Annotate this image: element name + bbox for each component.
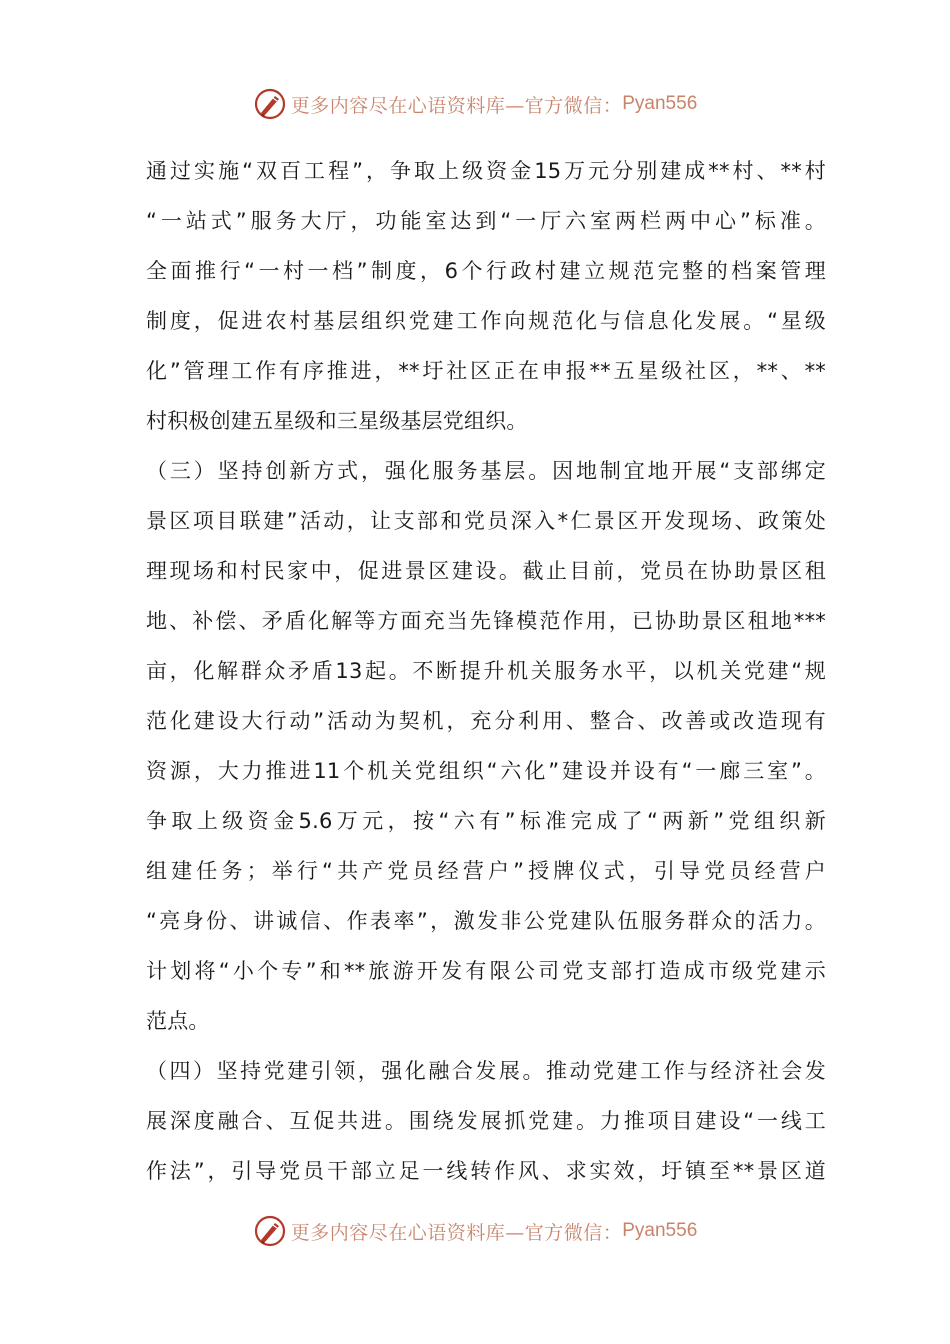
footer-banner-text: 更多内容尽在心语资料库—官方微信：: [290, 1221, 623, 1244]
text-line: 通过实施“双百工程”，争取上级资金15万元分别建成**村、**村: [146, 159, 826, 183]
text-line: 全面推行“一村一档”制度，6个行政村建立规范完整的档案管理: [146, 259, 826, 283]
text-line: “亮身份、讲诚信、作表率”，激发非公党建队伍服务群众的活力。: [146, 909, 826, 933]
footer-watermark-banner: [0, 1211, 950, 1251]
text-line: （四）坚持党建引领，强化融合发展。推动党建工作与经济社会发: [146, 1059, 826, 1083]
text-line: 作法”，引导党员干部立足一线转作风、求实效，圩镇至**景区道: [146, 1159, 826, 1183]
text-line: 制度，促进农村基层组织党建工作向规范化与信息化发展。“星级: [146, 309, 826, 333]
text-line: 计划将“小个专”和**旅游开发有限公司党支部打造成市级党建示: [146, 959, 826, 983]
body-text: [146, 146, 826, 1196]
text-line: “一站式”服务大厅，功能室达到“一厅六室两栏两中心”标准。: [146, 209, 826, 233]
footer-wechat-id: Pyan556: [622, 1220, 698, 1241]
text-line: 展深度融合、互促共进。围绕发展抓党建。力推项目建设“一线工: [146, 1109, 826, 1133]
text-line: 村积极创建五星级和三星级基层党组织。: [146, 409, 528, 433]
text-line: 理现场和村民家中，促进景区建设。截止目前，党员在协助景区租: [146, 559, 826, 583]
text-line: 资源，大力推进11个机关党组织“六化”建设并设有“一廊三室”。: [146, 759, 826, 783]
text-line: 化”管理工作有序推进，**圩社区正在申报**五星级社区，**、**: [146, 359, 826, 383]
text-line: （三）坚持创新方式，强化服务基层。因地制宜地开展“支部绑定: [146, 459, 826, 483]
text-line: 景区项目联建”活动，让支部和党员深入*仁景区开发现场、政策处: [146, 509, 826, 533]
text-line: 争取上级资金5.6万元，按“六有”标准完成了“两新”党组织新: [146, 809, 826, 833]
pen-logo-icon: [253, 1214, 287, 1248]
header-wechat-id: Pyan556: [622, 93, 698, 114]
header-watermark-banner: [0, 84, 950, 124]
text-line: 范化建设大行动”活动为契机，充分利用、整合、改善或改造现有: [146, 709, 826, 733]
text-line: 地、补偿、矛盾化解等方面充当先锋模范作用，已协助景区租地***: [146, 609, 826, 633]
text-line: 范点。: [146, 1009, 210, 1033]
pen-logo-icon: [253, 87, 287, 121]
text-line: 组建任务；举行“共产党员经营户”授牌仪式，引导党员经营户: [146, 859, 826, 883]
header-banner-text: 更多内容尽在心语资料库—官方微信：: [290, 94, 623, 117]
text-line: 亩，化解群众矛盾13起。不断提升机关服务水平，以机关党建“规: [146, 659, 826, 683]
